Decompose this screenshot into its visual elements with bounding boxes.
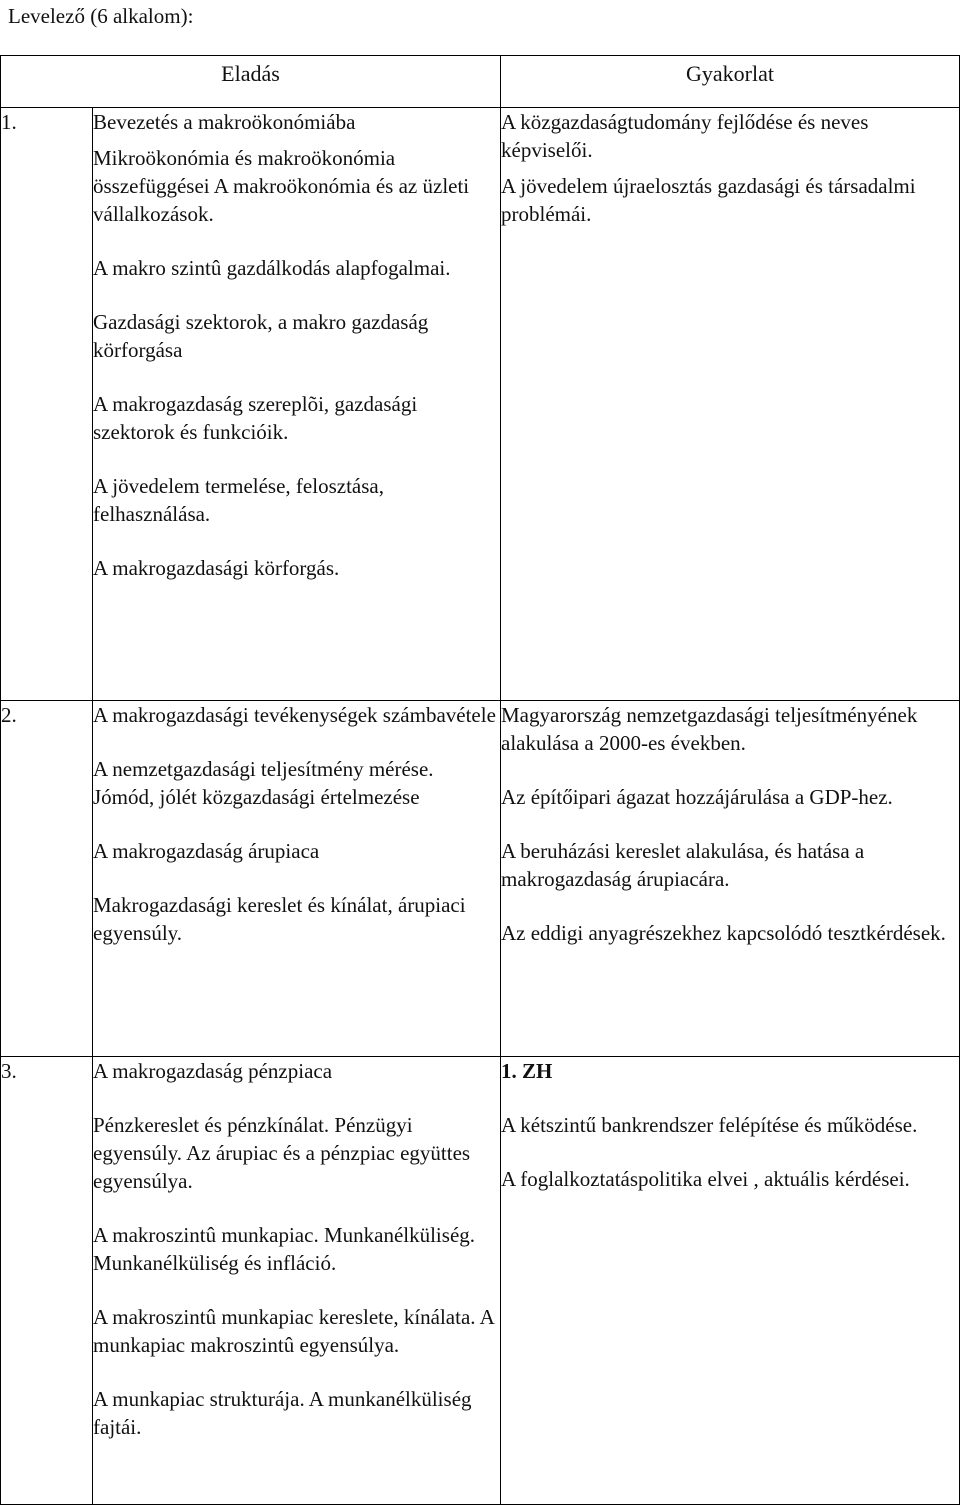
practice-item: A beruházási kereslet alakulása, és hatása a makrogazdaság árupiacára. (501, 839, 865, 891)
topic-item: A nemzetgazdasági teljesítmény mérése. (93, 757, 434, 781)
topic-item: A makrogazdasági tevékenységek számbavétele (93, 703, 496, 727)
header-gyakorlat (501, 56, 960, 108)
practice-item: 1. ZH (501, 1059, 553, 1083)
practice-cell (501, 1057, 960, 1505)
header-gyakorlat-label: Gyakorlat (686, 61, 774, 86)
topic-item: A makrogazdaság szereplõi, gazdasági szektorok és funkcióik. (93, 392, 418, 444)
topic-item: A munkapiac strukturája. A munkanélküliség fajtái. (93, 1387, 472, 1439)
topics-cell (93, 701, 501, 1057)
topic-item: A makrogazdaság árupiaca (93, 839, 320, 863)
row-number: 2. (1, 701, 93, 1057)
syllabus-table (0, 55, 960, 1505)
header-eladas-label: Eladás (221, 61, 280, 86)
table-row (1, 108, 960, 701)
topic-item: A makroszintû munkapiac kereslete, kínálata. A munkapiac makroszintû egyensúlya. (93, 1305, 494, 1357)
practice-item: A foglalkoztatáspolitika elvei , aktuális kérdései. (501, 1167, 910, 1191)
topic-item: A makrogazdasági körforgás. (93, 556, 340, 580)
practice-item: Magyarország nemzetgazdasági teljesítményének alakulása a 2000-es években. (501, 703, 918, 755)
topic-item: Jómód, jólét közgazdasági értelmezése (93, 785, 420, 809)
practice-item: A kétszintű bankrendszer felépítése és működése. (501, 1113, 918, 1137)
row-number: 1. (1, 108, 93, 701)
header-eladas (1, 56, 501, 108)
table-row (1, 701, 960, 1057)
page-title: Levelező (6 alkalom): (8, 4, 194, 28)
topic-item: Pénzkereslet és pénzkínálat. Pénzügyi egyensúly. Az árupiac és a pénzpiac együttes egyensúlya. (93, 1113, 471, 1193)
header-row (1, 56, 960, 108)
practice-item: Az eddigi anyagrészekhez kapcsolódó tesztkérdések. (501, 921, 946, 945)
practice-cell (501, 701, 960, 1057)
topic-item: Gazdasági szektorok, a makro gazdaság körforgása (93, 310, 429, 362)
topic-item: Bevezetés a makroökonómiába (93, 110, 356, 134)
topic-item: Makrogazdasági kereslet és kínálat, árupiaci egyensúly. (93, 893, 466, 945)
topic-item: A makro szintû gazdálkodás alapfogalmai. (93, 256, 451, 280)
practice-item: Az építőipari ágazat hozzájárulása a GDP-hez. (501, 785, 893, 809)
topics-cell (93, 108, 501, 701)
topics-cell (93, 1057, 501, 1505)
topic-item: Mikroökonómia és makroökonómia összefüggései A makroökonómia és az üzleti vállalkozások. (93, 146, 470, 226)
topic-item: A makroszintû munkapiac. Munkanélküliség. Munkanélküliség és infláció. (93, 1223, 476, 1275)
table-row (1, 1057, 960, 1505)
row-number: 3. (1, 1057, 93, 1505)
practice-item: A közgazdaságtudomány fejlődése és neves képviselői. (501, 110, 869, 162)
practice-item: A jövedelem újraelosztás gazdasági és társadalmi problémái. (501, 174, 916, 226)
practice-cell (501, 108, 960, 701)
topic-item: A makrogazdaság pénzpiaca (93, 1059, 333, 1083)
topic-item: A jövedelem termelése, felosztása, felhasználása. (93, 474, 384, 526)
